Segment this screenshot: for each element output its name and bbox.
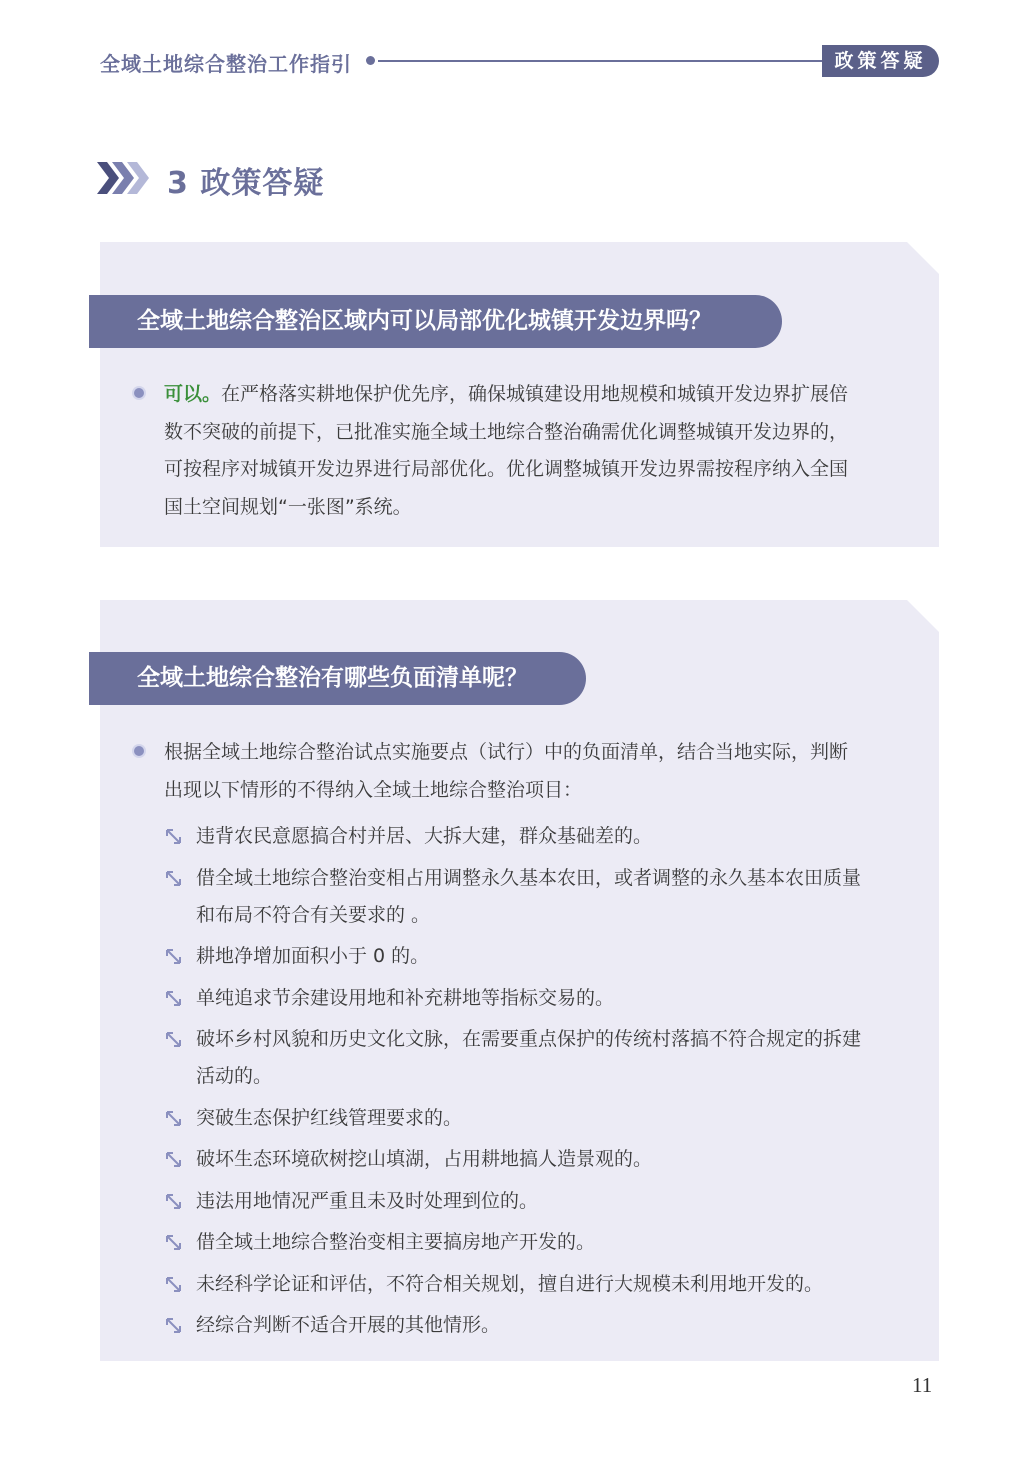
list-item [164, 938, 864, 975]
list-item [164, 1141, 864, 1178]
list-item [164, 1307, 864, 1344]
list-item-text: 破坏生态环境砍树挖山填湖，占用耕地搞人造景观的。 [196, 1148, 653, 1170]
list-item [164, 1021, 864, 1095]
list-item-text: 耕地净增加面积小于 0 的。 [196, 945, 430, 967]
answer-paragraph-1 [164, 376, 864, 526]
header-section-badge: 政策答疑 [822, 45, 939, 77]
diagonal-arrow-icon [165, 990, 183, 1008]
diagonal-arrow-icon [165, 948, 183, 966]
diagonal-arrow-icon [165, 1276, 183, 1294]
diagonal-arrow-icon [165, 1193, 183, 1211]
header-divider-line [378, 60, 848, 62]
diagonal-arrow-icon [165, 1317, 183, 1335]
list-item-text: 借全域土地综合整治变相占用调整永久基本农田，或者调整的永久基本农田质量和布局不符合有关要求的 。 [196, 866, 862, 926]
list-item [164, 980, 864, 1017]
list-item-text: 破坏乡村风貌和历史文化文脉，在需要重点保护的传统村落搞不符合规定的拆建活动的。 [196, 1028, 862, 1087]
answer-highlight: 可以。 [164, 383, 222, 405]
negative-list [164, 818, 864, 1349]
list-item-text: 违背农民意愿搞合村并居、大拆大建，群众基础差的。 [196, 825, 653, 847]
question-bar-1: 全域土地综合整治区域内可以局部优化城镇开发边界吗？ [89, 295, 782, 348]
header-dot [366, 56, 375, 65]
diagonal-arrow-icon [165, 870, 183, 888]
question-bar-2: 全域土地综合整治有哪些负面清单呢？ [89, 652, 586, 705]
list-item [164, 1183, 864, 1220]
diagonal-arrow-icon [165, 828, 183, 846]
intro-paragraph: 根据全域土地综合整治试点实施要点（试行）中的负面清单，结合当地实际，判断出现以下情形的不得纳入全域土地综合整治项目： [164, 741, 849, 801]
list-item [164, 1100, 864, 1137]
list-item-text: 未经科学论证和评估，不符合相关规划，擅自进行大规模未利用地开发的。 [196, 1272, 824, 1295]
list-item-text: 借全域土地综合整治变相主要搞房地产开发的。 [196, 1231, 596, 1253]
running-header-title: 全域土地综合整治工作指引 [100, 52, 352, 76]
list-item-text: 突破生态保护红线管理要求的。 [196, 1106, 463, 1129]
list-item [164, 1224, 864, 1261]
section-title: 3 政策答疑 [167, 166, 325, 201]
chevrons-icon [97, 160, 157, 196]
list-item-text: 违法用地情况严重且未及时处理到位的。 [196, 1189, 539, 1212]
list-item-text: 单纯追求节余建设用地和补充耕地等指标交易的。 [196, 986, 615, 1009]
diagonal-arrow-icon [165, 1151, 183, 1169]
list-item [164, 1266, 864, 1303]
list-item [164, 860, 864, 934]
bullet-icon [134, 746, 144, 756]
list-item-text: 经综合判断不适合开展的其他情形。 [196, 1314, 501, 1336]
answer-text: 在严格落实耕地保护优先序，确保城镇建设用地规模和城镇开发边界扩展倍数不突破的前提下，已批准实施全域土地综合整治确需优化调整城镇开发边界的，可按程序对城镇开发边界进行局部优化。优化调整城镇开发边界需按程序纳入全国国土空间规划“一张图”系统。 [164, 383, 849, 518]
list-item [164, 818, 864, 855]
diagonal-arrow-icon [165, 1110, 183, 1128]
diagonal-arrow-icon [165, 1031, 183, 1049]
diagonal-arrow-icon [165, 1234, 183, 1252]
bullet-icon [134, 388, 144, 398]
page-number: 11 [912, 1373, 933, 1397]
